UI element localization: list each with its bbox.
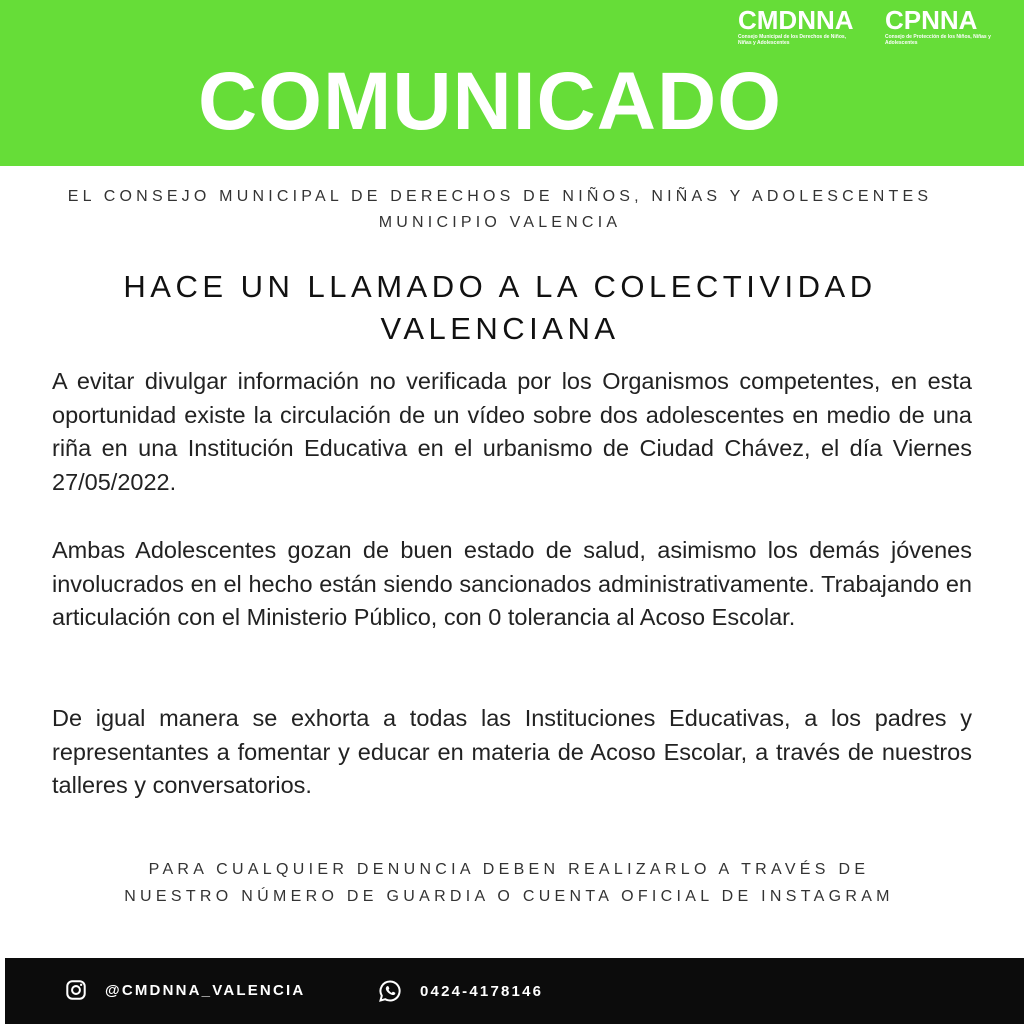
organization-name: [0, 184, 1000, 236]
page-title: COMUNICADO: [198, 56, 782, 147]
organization-line-1: EL CONSEJO MUNICIPAL DE DERECHOS DE NIÑOS, NIÑAS Y ADOLESCENTES: [67, 188, 933, 205]
organization-line-2: MUNICIPIO VALENCIA: [378, 214, 622, 231]
body-paragraph-3: De igual manera se exhorta a todas las Instituciones Educativas, a los padres y representantes a fomentar y educar en materia de Acoso Escolar, a través de nuestros talleres y conversatorios.: [52, 705, 972, 798]
footer-note-line-1: PARA CUALQUIER DENUNCIA DEBEN REALIZARLO A TRAVÉS DE: [148, 861, 870, 878]
whatsapp-phone: 0424-4178146: [420, 982, 544, 1000]
cpnna-logo-mark: CPNNA: [885, 5, 978, 35]
headline: [60, 266, 940, 350]
body-paragraph-1: A evitar divulgar información no verificada por los Organismos competentes, en esta oportunidad existe la circulación de un vídeo sobre dos adolescentes en medio de una riña en una Institución Educativa en el urbanismo de Ciudad Chávez, el día Viernes 27/05/2022.: [52, 368, 972, 495]
instagram-contact[interactable]: [65, 979, 305, 1001]
cmdnna-logo-subtitle: Consejo Municipal de los Derechos de Niños, Niñas y Adolescentes: [738, 34, 847, 46]
body-paragraph-2: Ambas Adolescentes gozan de buen estado de salud, asimismo los demás jóvenes involucrados en el hecho están siendo sancionados administrativamente. Trabajando en articulación con el Ministerio Público, con 0 tolerancia al Acoso Escolar.: [52, 537, 972, 630]
instagram-handle: @CMDNNA_VALENCIA: [105, 981, 306, 999]
headline-line-1: HACE UN LLAMADO A LA COLECTIVIDAD: [123, 269, 877, 304]
instagram-icon: [65, 979, 87, 1001]
contact-bar: [5, 958, 1024, 1024]
footer-note: [0, 856, 1018, 910]
header-banner: [0, 0, 1024, 166]
whatsapp-contact[interactable]: [378, 979, 543, 1003]
headline-line-2: VALENCIANA: [380, 311, 620, 346]
cpnna-logo-subtitle: Consejo de Protección de los Niños, Niñas y Adolescentes: [885, 34, 991, 46]
cpnna-logo: [885, 6, 995, 46]
whatsapp-icon: [378, 979, 402, 1003]
cmdnna-logo-mark: CMDNNA: [738, 5, 854, 35]
cmdnna-logo: [738, 6, 854, 46]
footer-note-line-2: NUESTRO NÚMERO DE GUARDIA O CUENTA OFICIAL DE INSTAGRAM: [124, 888, 894, 905]
